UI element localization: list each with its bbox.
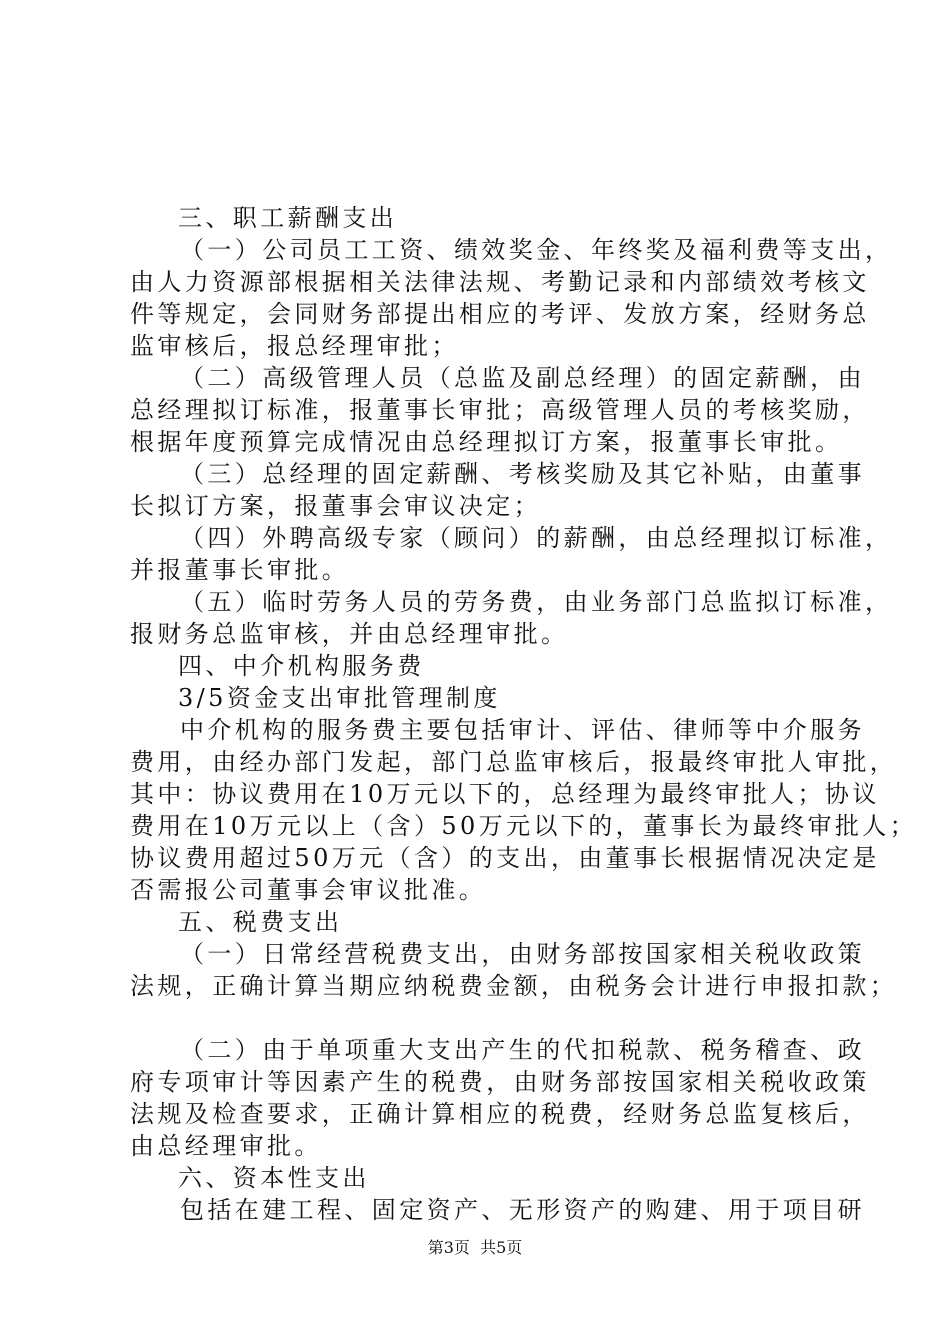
paragraph-line: 长拟订方案，报董事会审议决定； xyxy=(130,492,541,520)
paragraph-line: 总经理拟订标准，报董事长审批；高级管理人员的考核奖励， xyxy=(130,396,870,424)
paragraph-line: （二）高级管理人员（总监及副总经理）的固定薪酬，由 xyxy=(180,364,865,392)
paragraph-line: 并报董事长审批。 xyxy=(130,556,350,584)
page-footer: 第3页 共5页 xyxy=(427,1238,523,1257)
section-heading-4: 四、中介机构服务费 xyxy=(178,652,425,680)
paragraph-line: 中介机构的服务费主要包括审计、评估、律师等中介服务 xyxy=(180,716,865,744)
paragraph-line: 监审核后，报总经理审批； xyxy=(130,332,459,360)
paragraph-line: 法规及检查要求，正确计算相应的税费，经财务总监复核后， xyxy=(130,1100,870,1128)
paragraph-line: 费用在10万元以上（含）50万元以下的，董事长为最终审批人； xyxy=(130,812,918,840)
paragraph-line: 否需报公司董事会审议批准。 xyxy=(130,876,487,904)
paragraph-line: 件等规定，会同财务部提出相应的考评、发放方案，经财务总 xyxy=(130,300,870,328)
paragraph-line: 由人力资源部根据相关法律法规、考勤记录和内部绩效考核文 xyxy=(130,268,870,296)
paragraph-line: 费用，由经办部门发起，部门总监审核后，报最终审批人审批， xyxy=(130,748,898,776)
section-heading-3: 三、职工薪酬支出 xyxy=(178,204,398,232)
paragraph-line: （四）外聘高级专家（顾问）的薪酬，由总经理拟订标准， xyxy=(180,524,893,552)
paragraph-line: （一）日常经营税费支出，由财务部按国家相关税收政策 xyxy=(180,940,865,968)
section-heading-6: 六、资本性支出 xyxy=(178,1164,370,1192)
paragraph-line: 协议费用超过50万元（含）的支出，由董事长根据情况决定是 xyxy=(130,844,880,872)
paragraph-line: 报财务总监审核，并由总经理审批。 xyxy=(130,620,569,648)
paragraph-line: 府专项审计等因素产生的税费，由财务部按国家相关税收政策 xyxy=(130,1068,870,1096)
paragraph-line: （二）由于单项重大支出产生的代扣税款、税务稽查、政 xyxy=(180,1036,865,1064)
paragraph-line: 其中：协议费用在10万元以下的，总经理为最终审批人；协议 xyxy=(130,780,880,808)
paragraph-line: 由总经理审批。 xyxy=(130,1132,322,1160)
running-header-text: 3/5资金支出审批管理制度 xyxy=(178,684,501,712)
paragraph-line: （三）总经理的固定薪酬、考核奖励及其它补贴，由董事 xyxy=(180,460,865,488)
paragraph-line: 法规，正确计算当期应纳税费金额，由税务会计进行申报扣款； xyxy=(130,972,898,1000)
paragraph-line: 根据年度预算完成情况由总经理拟订方案，报董事长审批。 xyxy=(130,428,843,456)
section-heading-5: 五、税费支出 xyxy=(178,908,343,936)
paragraph-line: （五）临时劳务人员的劳务费，由业务部门总监拟订标准， xyxy=(180,588,893,616)
paragraph-line: （一）公司员工工资、绩效奖金、年终奖及福利费等支出， xyxy=(180,236,893,264)
paragraph-line: 包括在建工程、固定资产、无形资产的购建、用于项目研 xyxy=(180,1196,865,1224)
